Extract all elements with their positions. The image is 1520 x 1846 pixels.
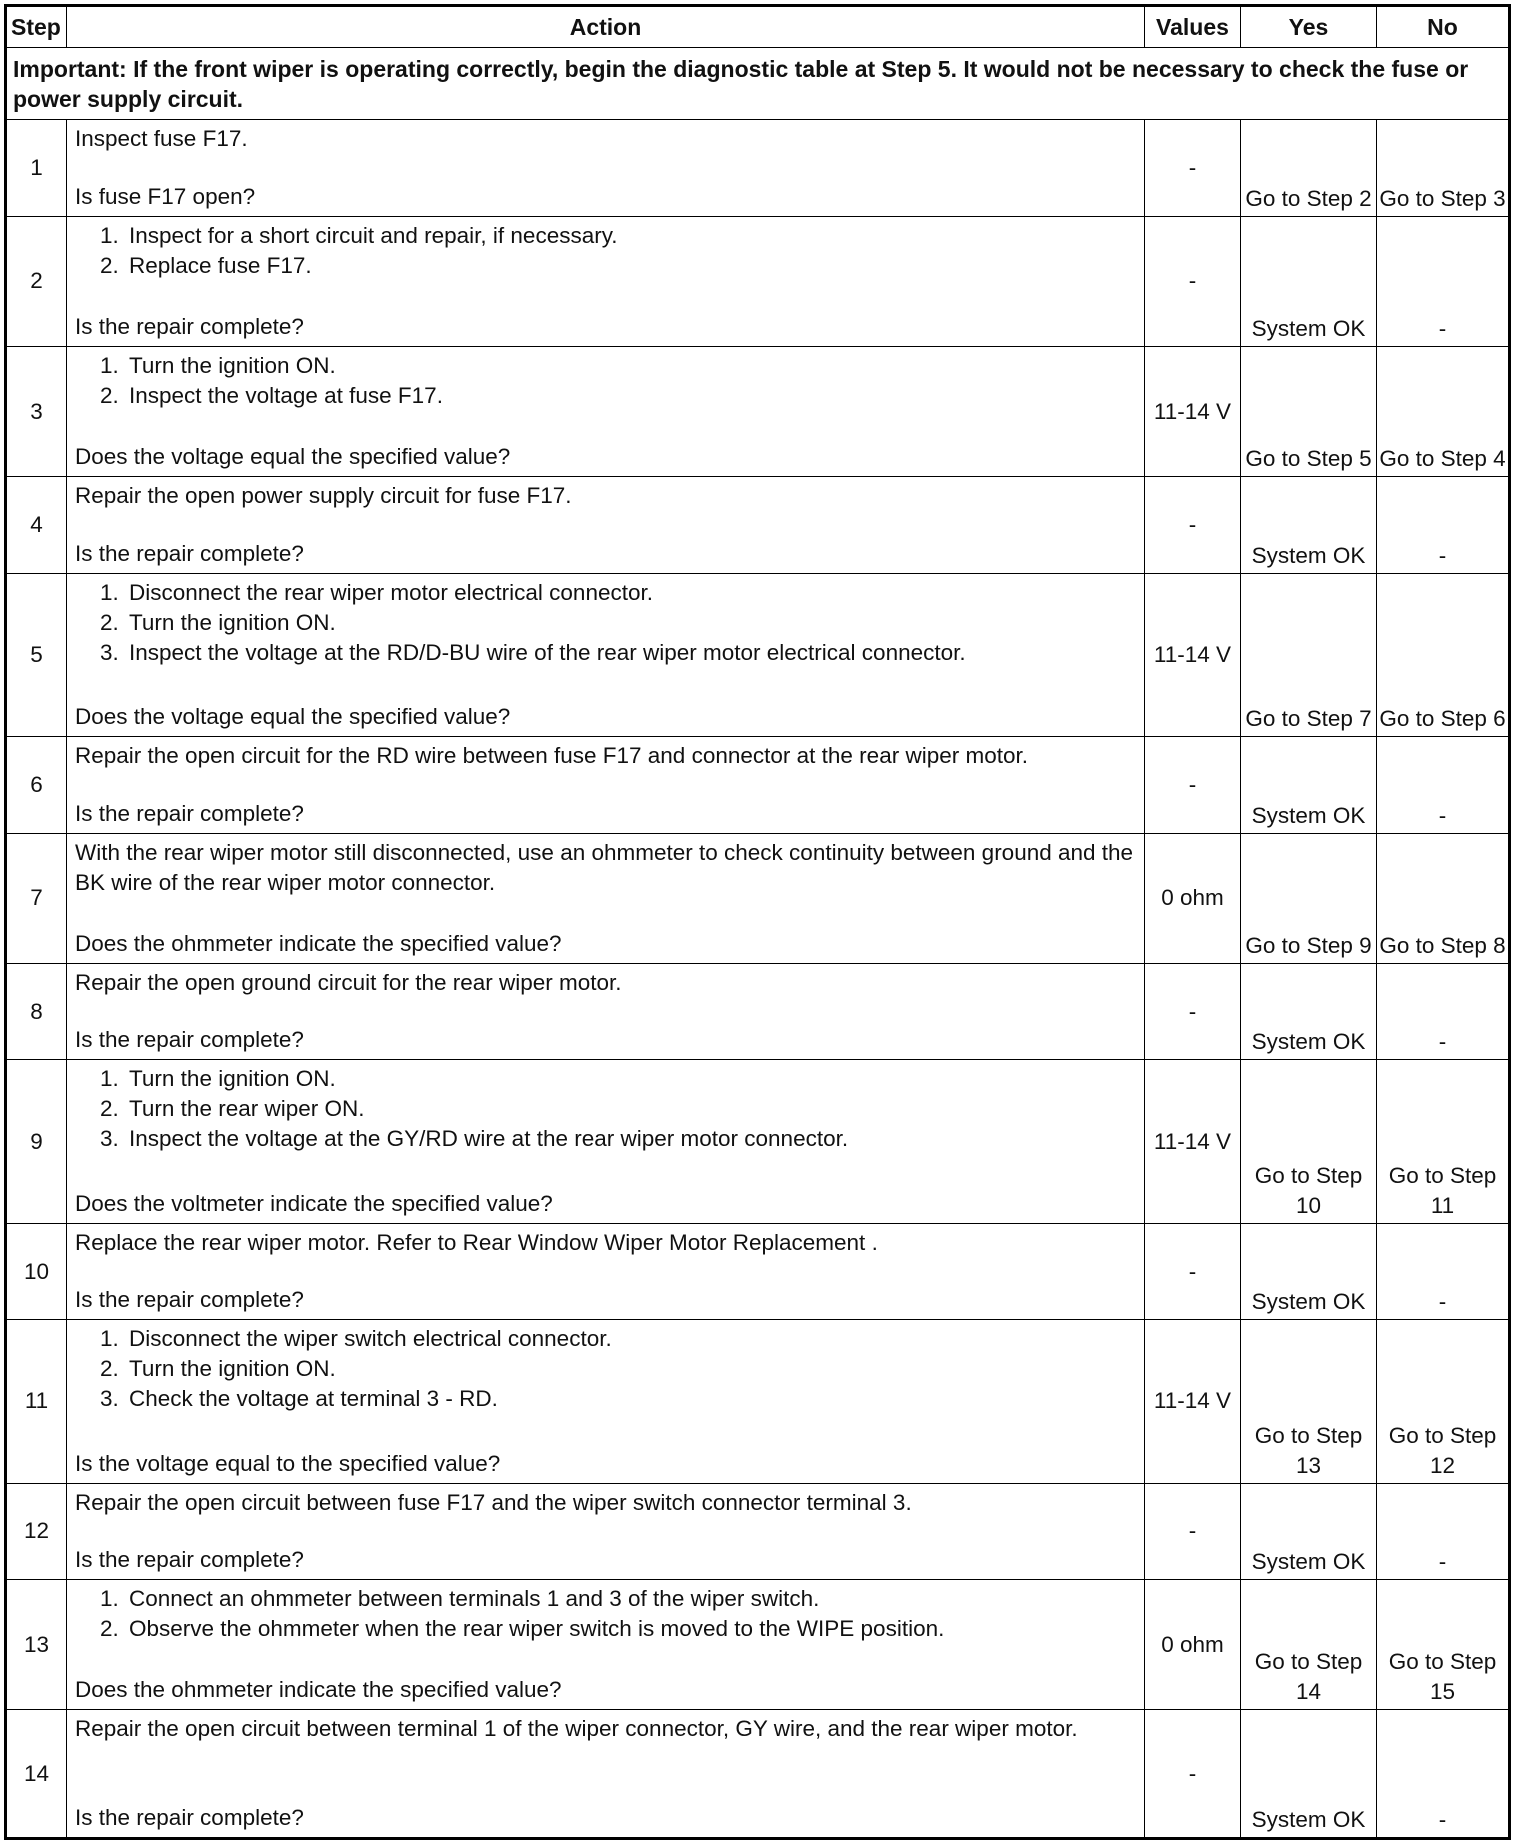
action-step-item: 3. Inspect the voltage at the RD/D-BU wire of the rear wiper motor electrical connector. (125, 638, 1136, 668)
action-cell (67, 120, 1145, 216)
action-content (75, 834, 1136, 959)
step-number: 4 (6, 477, 67, 573)
yes-cell: System OK (1241, 216, 1377, 346)
action-instructions (75, 834, 1136, 898)
action-step-item: 1. Turn the ignition ON. (125, 351, 1136, 381)
yes-cell: System OK (1241, 737, 1377, 833)
values-cell: - (1145, 120, 1241, 216)
values-cell: - (1145, 1710, 1241, 1839)
step-number: 5 (6, 573, 67, 737)
no-cell: Go to Step 15 (1377, 1580, 1510, 1710)
action-content (75, 1710, 1136, 1833)
values-cell: - (1145, 963, 1241, 1059)
action-content (75, 1320, 1136, 1479)
table-row (6, 833, 1510, 963)
action-question: Is fuse F17 open? (75, 183, 256, 209)
no-cell: - (1377, 737, 1510, 833)
action-steps-list (75, 1324, 1136, 1414)
step-number: 9 (6, 1060, 67, 1224)
action-instructions (75, 347, 1136, 411)
action-text: With the rear wiper motor still disconnected, use an ohmmeter to check continuity between ground and the BK wire of the rear wiper motor connector. (75, 839, 1134, 895)
action-question: Does the ohmmeter indicate the specified value? (75, 1677, 562, 1703)
action-cell (67, 1580, 1145, 1710)
values-cell: 0 ohm (1145, 833, 1241, 963)
action-step-item: 2. Inspect the voltage at fuse F17. (125, 381, 1136, 411)
table-row (6, 216, 1510, 346)
action-question: Is the repair complete? (75, 1027, 304, 1053)
action-step-item: 1. Turn the ignition ON. (125, 1064, 1136, 1094)
table-row (6, 1710, 1510, 1839)
table-row (6, 963, 1510, 1059)
step-number: 11 (6, 1320, 67, 1484)
action-content (75, 1060, 1136, 1219)
no-cell: - (1377, 216, 1510, 346)
action-text: Inspect fuse F17. (75, 126, 248, 152)
no-cell: Go to Step 4 (1377, 346, 1510, 476)
table-row (6, 1223, 1510, 1319)
values-cell: 11-14 V (1145, 573, 1241, 737)
step-number: 6 (6, 737, 67, 833)
step-number: 13 (6, 1580, 67, 1710)
action-cell (67, 1320, 1145, 1484)
action-question: Does the voltmeter indicate the specified value? (75, 1190, 553, 1216)
action-instructions (75, 1060, 1136, 1154)
yes-cell: System OK (1241, 477, 1377, 573)
action-step-item: 1. Disconnect the wiper switch electrical connector. (125, 1324, 1136, 1354)
yes-cell: Go to Step 5 (1241, 346, 1377, 476)
action-steps-list (75, 578, 1136, 668)
no-cell: - (1377, 1483, 1510, 1579)
yes-cell: Go to Step 2 (1241, 120, 1377, 216)
action-content (75, 477, 1136, 568)
values-cell: 11-14 V (1145, 346, 1241, 476)
no-cell: - (1377, 963, 1510, 1059)
action-question: Is the repair complete? (75, 800, 304, 826)
action-question: Does the voltage equal the specified value? (75, 704, 511, 730)
table-row (6, 573, 1510, 737)
action-content (75, 347, 1136, 472)
action-cell (67, 573, 1145, 737)
action-cell (67, 1223, 1145, 1319)
no-cell: - (1377, 1710, 1510, 1839)
action-instructions (75, 120, 1136, 154)
action-text: Repair the open circuit between terminal 1 of the wiper connector, GY wire, and the rear wiper motor. (75, 1716, 1078, 1742)
action-instructions (75, 1320, 1136, 1414)
action-instructions (75, 574, 1136, 668)
action-question: Is the repair complete? (75, 540, 304, 566)
no-cell: Go to Step 11 (1377, 1060, 1510, 1224)
table-row (6, 1060, 1510, 1224)
table-row (6, 346, 1510, 476)
action-content (75, 1484, 1136, 1575)
action-cell (67, 833, 1145, 963)
table-row (6, 1320, 1510, 1484)
values-cell: - (1145, 216, 1241, 346)
action-text: Repair the open circuit for the RD wire between fuse F17 and connector at the rear wiper motor. (75, 743, 1028, 769)
values-cell: - (1145, 477, 1241, 573)
header-row (6, 6, 1510, 48)
action-instructions (75, 1224, 1136, 1258)
action-content (75, 1580, 1136, 1705)
action-question: Is the repair complete? (75, 1287, 304, 1313)
action-text: Repair the open circuit between fuse F17 and the wiper switch connector terminal 3. (75, 1489, 912, 1515)
action-steps-list (75, 351, 1136, 411)
action-cell (67, 1483, 1145, 1579)
action-instructions (75, 1580, 1136, 1644)
action-step-item: 1. Connect an ohmmeter between terminals 1 and 3 of the wiper switch. (125, 1584, 1136, 1614)
action-steps-list (75, 221, 1136, 281)
action-instructions (75, 964, 1136, 998)
action-cell (67, 346, 1145, 476)
step-number: 2 (6, 216, 67, 346)
no-cell: Go to Step 6 (1377, 573, 1510, 737)
yes-cell: System OK (1241, 1483, 1377, 1579)
step-number: 12 (6, 1483, 67, 1579)
header-no: No (1377, 6, 1510, 48)
yes-cell: Go to Step 10 (1241, 1060, 1377, 1224)
action-content (75, 1224, 1136, 1315)
no-cell: Go to Step 12 (1377, 1320, 1510, 1484)
values-cell: 11-14 V (1145, 1060, 1241, 1224)
diagnostic-table (4, 4, 1511, 1840)
action-content (75, 120, 1136, 211)
action-text: Repair the open power supply circuit for fuse F17. (75, 483, 572, 509)
action-cell (67, 477, 1145, 573)
action-cell (67, 216, 1145, 346)
action-cell (67, 963, 1145, 1059)
action-content (75, 964, 1136, 1055)
action-instructions (75, 1484, 1136, 1518)
action-instructions (75, 737, 1136, 771)
header-values: Values (1145, 6, 1241, 48)
important-note-row (6, 48, 1510, 120)
yes-cell: System OK (1241, 1710, 1377, 1839)
header-action: Action (67, 6, 1145, 48)
action-step-item: 2. Observe the ohmmeter when the rear wiper switch is moved to the WIPE position. (125, 1614, 1136, 1644)
values-cell: 11-14 V (1145, 1320, 1241, 1484)
action-step-item: 3. Check the voltage at terminal 3 - RD. (125, 1384, 1136, 1414)
action-text: Repair the open ground circuit for the rear wiper motor. (75, 969, 622, 995)
action-instructions (75, 477, 1136, 511)
action-step-item: 1. Inspect for a short circuit and repair, if necessary. (125, 221, 1136, 251)
action-step-item: 3. Inspect the voltage at the GY/RD wire at the rear wiper motor connector. (125, 1124, 1136, 1154)
table-row (6, 1483, 1510, 1579)
action-instructions (75, 217, 1136, 281)
yes-cell: System OK (1241, 1223, 1377, 1319)
action-question: Is the repair complete? (75, 1547, 304, 1573)
action-question: Is the voltage equal to the specified value? (75, 1450, 501, 1476)
no-cell: Go to Step 8 (1377, 833, 1510, 963)
action-step-item: 1. Disconnect the rear wiper motor electrical connector. (125, 578, 1136, 608)
yes-cell: Go to Step 9 (1241, 833, 1377, 963)
action-instructions (75, 1710, 1136, 1744)
table-row (6, 737, 1510, 833)
no-cell: - (1377, 477, 1510, 573)
table-row (6, 477, 1510, 573)
important-note: Important: If the front wiper is operating correctly, begin the diagnostic table at Step 5. It would not be necessary to check the fuse or power supply circuit. (6, 48, 1510, 120)
step-number: 10 (6, 1223, 67, 1319)
action-steps-list (75, 1584, 1136, 1644)
action-content (75, 737, 1136, 828)
yes-cell: Go to Step 13 (1241, 1320, 1377, 1484)
values-cell: - (1145, 1223, 1241, 1319)
values-cell: - (1145, 737, 1241, 833)
step-number: 7 (6, 833, 67, 963)
yes-cell: System OK (1241, 963, 1377, 1059)
action-question: Does the voltage equal the specified value? (75, 444, 511, 470)
table-row (6, 1580, 1510, 1710)
no-cell: Go to Step 3 (1377, 120, 1510, 216)
table-row (6, 120, 1510, 216)
no-cell: - (1377, 1223, 1510, 1319)
yes-cell: Go to Step 7 (1241, 573, 1377, 737)
action-step-item: 2. Turn the ignition ON. (125, 608, 1136, 638)
action-content (75, 574, 1136, 733)
step-number: 1 (6, 120, 67, 216)
values-cell: 0 ohm (1145, 1580, 1241, 1710)
header-step: Step (6, 6, 67, 48)
action-text: Replace the rear wiper motor. Refer to Rear Window Wiper Motor Replacement . (75, 1229, 878, 1255)
action-step-item: 2. Turn the rear wiper ON. (125, 1094, 1136, 1124)
step-number: 3 (6, 346, 67, 476)
action-steps-list (75, 1064, 1136, 1154)
action-cell (67, 1060, 1145, 1224)
header-yes: Yes (1241, 6, 1377, 48)
values-cell: - (1145, 1483, 1241, 1579)
action-step-item: 2. Turn the ignition ON. (125, 1354, 1136, 1384)
action-step-item: 2. Replace fuse F17. (125, 251, 1136, 281)
yes-cell: Go to Step 14 (1241, 1580, 1377, 1710)
action-cell (67, 737, 1145, 833)
action-question: Is the repair complete? (75, 1805, 304, 1830)
action-question: Is the repair complete? (75, 313, 304, 339)
action-question: Does the ohmmeter indicate the specified value? (75, 930, 562, 956)
step-number: 8 (6, 963, 67, 1059)
action-content (75, 217, 1136, 342)
step-number: 14 (6, 1710, 67, 1839)
action-cell (67, 1710, 1145, 1839)
